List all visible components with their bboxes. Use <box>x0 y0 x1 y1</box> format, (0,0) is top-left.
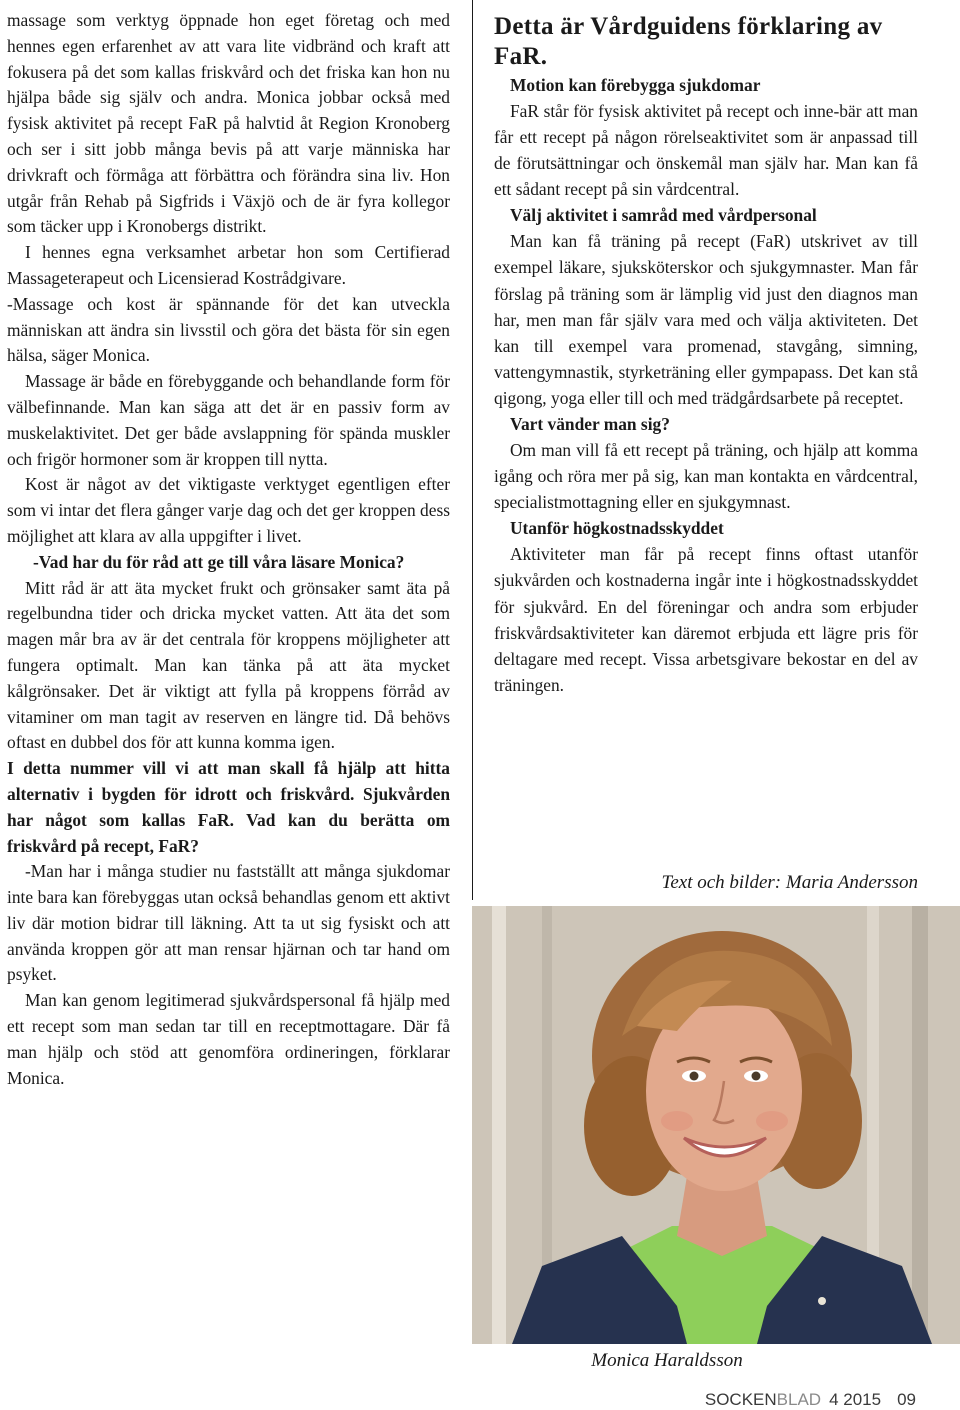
section-heading: Utanför högkostnadsskyddet <box>510 518 724 539</box>
info-right-column <box>494 12 918 698</box>
photo-credit: Text och bilder: Maria Andersson <box>661 872 918 893</box>
portrait-photo <box>472 906 960 1344</box>
page-footer <box>705 1390 916 1410</box>
article-paragraph: Mitt råd är att äta mycket frukt och grönsaker samt äta på regelbundna tider och dricka mycket vatten. Att äta det som magen mår bra av är det centrala för kroppens möjligheter att fungera optimalt. Man kan tänka på att äta mycket kålgrönsaker. Det är viktigt att fylla på kroppens förråd av vitaminer om man tagit av reserven en längre tid. Då behövs oftast en dubbel dos för att kunna komma igen. <box>7 577 450 753</box>
article-left-column <box>7 8 450 1091</box>
section-body: Man kan få träning på recept (FaR) utskrivet av till exempel läkare, sjuksköterskor och sjukgymnaster. Man får förslag på träning som är lämplig vid just den diagnos man har, men man får själv vara med och välja aktiviteten. Det kan till exempel vara promenad, stavgång, simning, vattengymnastik, styrketräning eller gympapass. Det kan stå qigong, yoga eller till och med trädgårdsarbete på receptet. <box>494 231 918 408</box>
column-divider <box>472 0 473 900</box>
article-paragraph: Massage är både en förebyggande och behandlande form för välbefinnande. Man kan säga att det är en passiv form av muskelaktivitet. Det ger både avslappning för spända muskler och frigör hormoner som är kroppen till nytta. <box>7 371 450 469</box>
section-heading: Vart vänder man sig? <box>510 414 670 435</box>
section-body: FaR står för fysisk aktivitet på recept och inne-bär att man får ett recept på någon rörelseaktivitet som är anpassad till de förutsättningar och önskemål man själv har. Man kan få ett sådant recept på sin vårdcentral. <box>494 101 918 200</box>
issue-number: 4 2015 <box>829 1390 882 1409</box>
article-paragraph: massage som verktyg öppnade hon eget företag och med hennes egen erfarenhet av att vara lite vidbränd och kraft att fokusera på det som kallas friskvård och det friska kan hon nu hjälpa både sig själv och andra. Monica jobbar också med fysisk aktivitet på recept FaR på halvtid åt Region Kronoberg och ser i sitt jobb många bevis på att varje människa har drivkraft och förmåga att förbättra och förändra sina liv. Hon utgår från Rehab på Sigfrids i Växjö och de är fyra kollegor som täcker upp i Kronobergs distrikt. <box>7 10 450 237</box>
publication-name-part1: SOCKEN <box>704 1390 777 1409</box>
article-paragraph: -Man har i många studier nu fastställt att många sjukdomar inte bara kan förebyggas utan också behandlas genom ett aktivt liv där motion bidrar till läkning. Att ta ut sig fysiskt och att använda kroppen gör att man rensar hjärnan och tar hand om psyket. <box>7 861 450 985</box>
section-heading: Motion kan förebygga sjukdomar <box>510 75 761 95</box>
publication-name-part2: BLAD <box>776 1390 822 1409</box>
section-heading: Välj aktivitet i samråd med vårdpersonal <box>510 205 817 226</box>
article-paragraph: Kost är något av det viktigaste verktyget egentligen efter som vi intar det flera gånger varje dag och det ger kroppen dess möjlighet att klara av alla uppgifter i livet. <box>7 474 450 546</box>
portrait-illustration <box>472 906 960 1344</box>
interview-question: -Vad har du för råd att ge till våra läsare Monica? <box>33 551 405 572</box>
article-paragraph: I hennes egna verksamhet arbetar hon som Certifierad Massageterapeut och Licensierad Kostrådgivare. <box>7 242 450 288</box>
section-body: Om man vill få ett recept på träning, och hjälp att komma igång och röra mer på sig, kan man kontakta en vårdcentral, specialistmottagning eller en sjukgymnast. <box>494 440 918 513</box>
photo-caption: Monica Haraldsson <box>591 1350 743 1371</box>
info-box-title: Detta är Vårdguidens förklaring av FaR. <box>494 13 883 70</box>
page-number: 09 <box>897 1390 916 1409</box>
article-paragraph: -Massage och kost är spännande för det kan utveckla människan att ändra sin livsstil och göra det bästa för sin egen hälsa, säger Monica. <box>7 293 450 366</box>
article-paragraph: Man kan genom legitimerad sjukvårdspersonal få hjälp med ett recept som man sedan tar till en receptmottagare. Där få man hjälp och stöd att genomföra ordineringen, förklarar Monica. <box>7 990 450 1088</box>
section-body: Aktiviteter man får på recept finns oftast utanför sjukvården och kostnaderna ingår inte i högkostnadsskyddet för sjukvård. En del föreningar och andra som erbjuder friskvårdsaktiviteter kan däremot erbjuda ett lägre pris för deltagare med recept. Vissa arbetsgivare bekostar en del av träningen. <box>494 544 918 695</box>
interview-question: I detta nummer vill vi att man skall få hjälp att hitta alternativ i bygden för idrott och friskvård. Sjukvården har något som kallas FaR. Vad kan du berätta om friskvård på recept, FaR? <box>7 758 450 856</box>
